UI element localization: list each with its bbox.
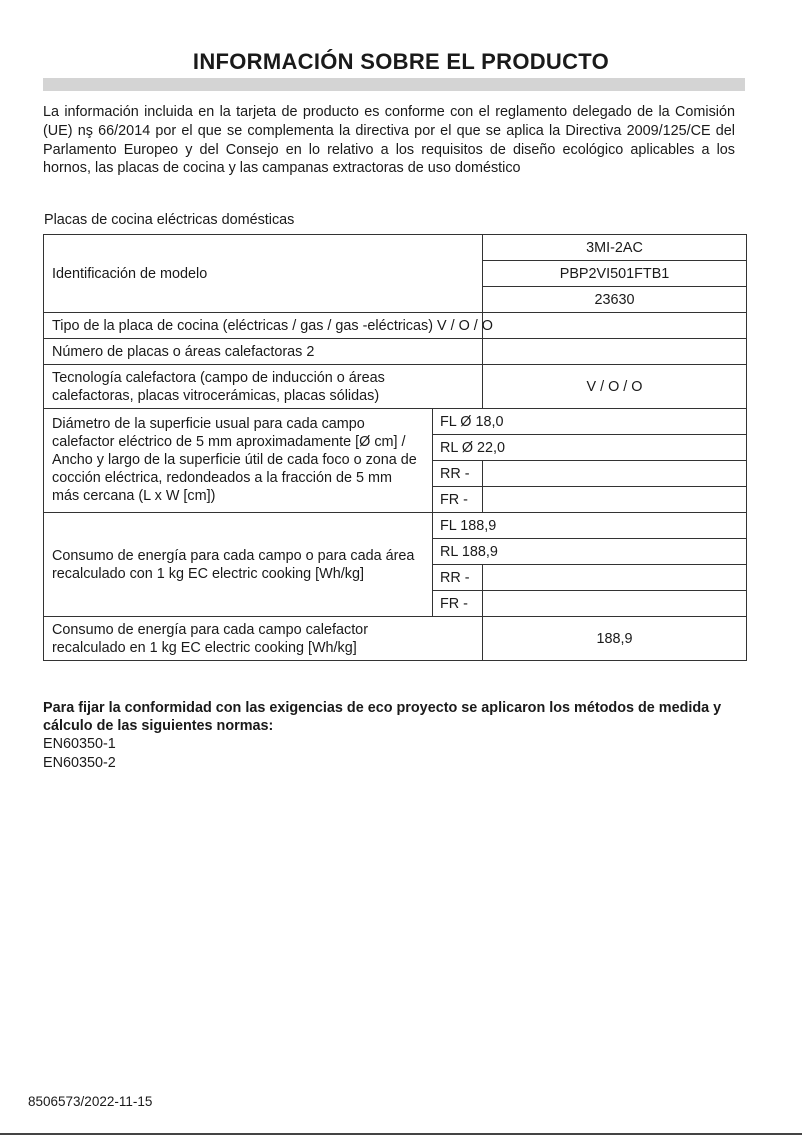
energy-total-label: Consumo de energía para cada campo calefactor recalculado en 1 kg EC electric cooking [Wh/kg] [44, 617, 483, 661]
bottom-rule [0, 1133, 802, 1135]
energy-rl: RL 188,9 [433, 539, 747, 565]
document-code: 8506573/2022-11-15 [28, 1094, 153, 1109]
zones-count-label: Número de placas o áreas calefactoras 2 [44, 339, 483, 365]
hob-type-label: Tipo de la placa de cocina (eléctricas / gas / gas -eléctricas) V / O / O [44, 313, 483, 339]
table-row [44, 313, 747, 339]
model-value: PBP2VI501FTB1 [483, 261, 747, 287]
table-row [44, 339, 747, 365]
standards-heading: Para fijar la conformidad con las exigencias de eco proyecto se aplicaron los métodos de medida y cálculo de las siguientes normas: [43, 700, 722, 734]
diameter-fl: FL Ø 18,0 [433, 409, 747, 435]
heating-tech-label: Tecnología calefactora (campo de inducción o áreas calefactoras, placas vitrocerámicas, placas sólidas) [44, 365, 483, 409]
energy-fr: FR - [433, 591, 483, 617]
product-spec-table [43, 234, 747, 661]
empty-cell [483, 461, 747, 487]
standard-item: EN60350-2 [43, 755, 116, 771]
diameter-fr: FR - [433, 487, 483, 513]
hob-type-value [483, 313, 747, 339]
energy-zone-label: Consumo de energía para cada campo o para cada área recalculado con 1 kg EC electric cooking [Wh/kg] [44, 513, 433, 617]
table-row [44, 235, 747, 261]
diameter-rl: RL Ø 22,0 [433, 435, 747, 461]
heating-tech-value: V / O / O [483, 365, 747, 409]
empty-cell [483, 565, 747, 591]
diameter-label: Diámetro de la superficie usual para cada campo calefactor eléctrico de 5 mm aproximadamente [Ø cm] / Ancho y largo de la superficie útil de cada foco o zona de cocción eléctrica, redondeados a la fracción de 5 mm más cercana (L x W [cm]) [44, 409, 433, 513]
table-caption: Placas de cocina eléctricas domésticas [44, 212, 295, 228]
model-label: Identificación de modelo [44, 235, 483, 313]
page-title: INFORMACIÓN SOBRE EL PRODUCTO [192, 49, 610, 74]
title-underline-bar [43, 78, 745, 91]
energy-total-value: 188,9 [483, 617, 747, 661]
empty-cell [483, 487, 747, 513]
model-value: 23630 [483, 287, 747, 313]
intro-paragraph: La información incluida en la tarjeta de producto es conforme con el reglamento delegado de la Comisión (UE) nş 66/2014 por el que se complementa la directiva por el que se aplica la Directiva 2009/125/CE del Parlamento Europeo y del Consejo en lo relativo a los requisitos de diseño ecológico aplicables a los hornos, las placas de cocina y las campanas extractoras de uso doméstico [43, 104, 735, 177]
energy-fl: FL 188,9 [433, 513, 747, 539]
standard-item: EN60350-1 [43, 736, 116, 752]
diameter-rr: RR - [433, 461, 483, 487]
empty-cell [483, 591, 747, 617]
table-row [44, 513, 747, 539]
model-value: 3MI-2AC [483, 235, 747, 261]
table-row [44, 409, 747, 435]
table-row [44, 617, 747, 661]
zones-count-value [483, 339, 747, 365]
energy-rr: RR - [433, 565, 483, 591]
table-row [44, 365, 747, 409]
